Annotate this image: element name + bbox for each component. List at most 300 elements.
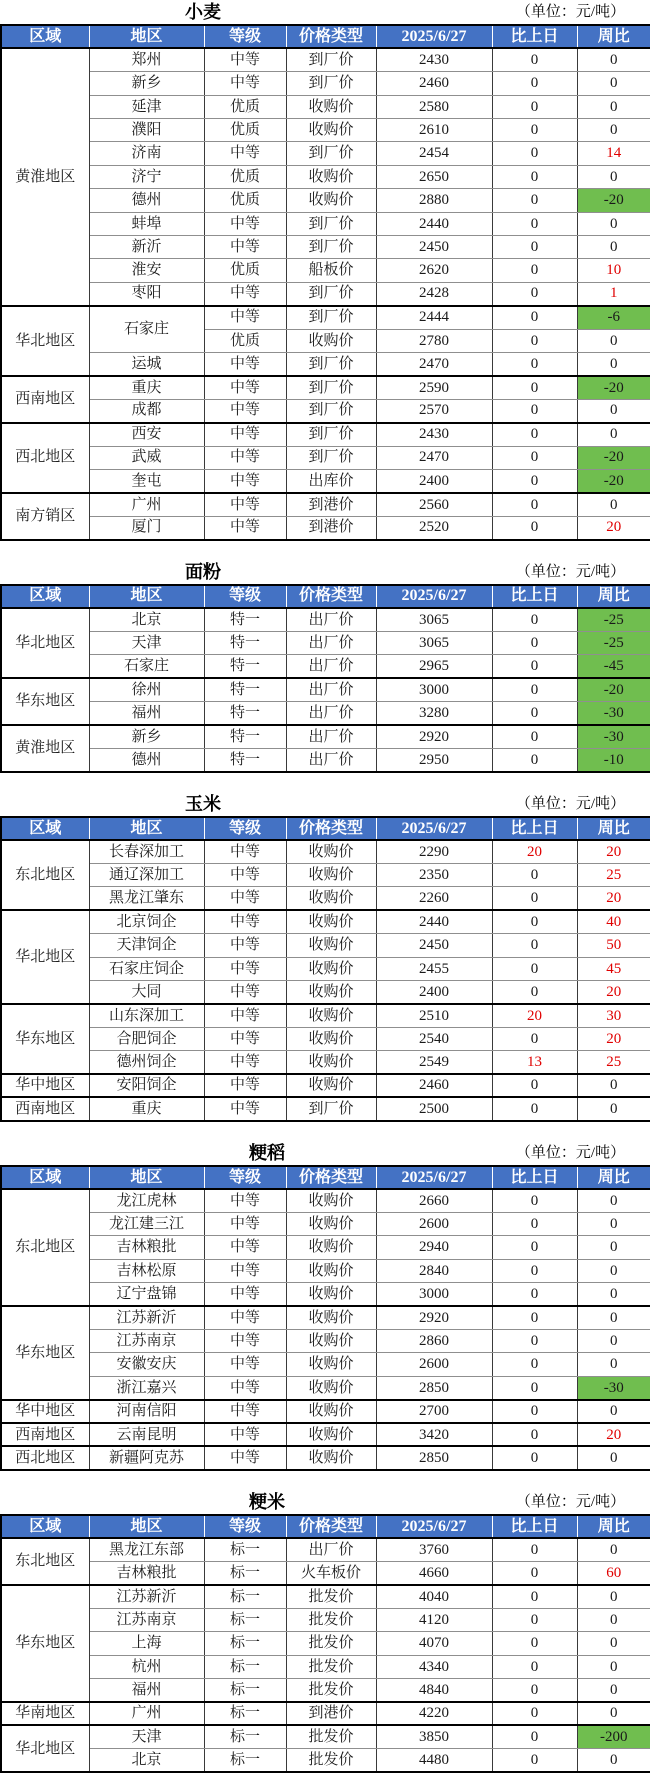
grade-cell: 中等 bbox=[204, 934, 286, 957]
table-row bbox=[1, 1283, 650, 1306]
area-cell: 江苏新沂 bbox=[89, 1306, 204, 1329]
price-cell: 2610 bbox=[376, 119, 492, 142]
price-cell: 2965 bbox=[376, 655, 492, 678]
grade-cell: 标一 bbox=[204, 1655, 286, 1678]
week-change-cell: -20 bbox=[577, 446, 650, 469]
day-change-cell: 0 bbox=[492, 1423, 577, 1446]
area-cell: 大同 bbox=[89, 980, 204, 1003]
grade-cell: 中等 bbox=[204, 1027, 286, 1050]
region-cell: 华北地区 bbox=[1, 910, 89, 1004]
table-row bbox=[1, 95, 650, 118]
day-change-cell: 0 bbox=[492, 1306, 577, 1329]
price-type-cell: 到厂价 bbox=[286, 48, 376, 71]
table-row bbox=[1, 282, 650, 305]
col-header-grade: 等级 bbox=[204, 1515, 286, 1538]
week-change-cell: 20 bbox=[577, 1423, 650, 1446]
table-row bbox=[1, 1236, 650, 1259]
area-cell: 杭州 bbox=[89, 1655, 204, 1678]
price-cell: 2580 bbox=[376, 95, 492, 118]
week-change-cell: -10 bbox=[577, 748, 650, 771]
col-header-grade: 等级 bbox=[204, 817, 286, 840]
grade-cell: 特一 bbox=[204, 702, 286, 725]
week-change-cell: -25 bbox=[577, 608, 650, 631]
day-change-cell: 0 bbox=[492, 725, 577, 748]
day-change-cell: 13 bbox=[492, 1051, 577, 1074]
col-header-day-change: 比上日 bbox=[492, 1166, 577, 1189]
grade-cell: 特一 bbox=[204, 678, 286, 701]
price-cell: 2460 bbox=[376, 1074, 492, 1097]
table-row bbox=[1, 1376, 650, 1399]
price-cell: 2540 bbox=[376, 1027, 492, 1050]
week-change-cell: 0 bbox=[577, 1585, 650, 1608]
price-type-cell: 出厂价 bbox=[286, 608, 376, 631]
grade-cell: 中等 bbox=[204, 864, 286, 887]
price-type-cell: 收购价 bbox=[286, 1189, 376, 1212]
table-row bbox=[1, 748, 650, 771]
grade-cell: 中等 bbox=[204, 1097, 286, 1120]
grade-cell: 特一 bbox=[204, 608, 286, 631]
grade-cell: 标一 bbox=[204, 1608, 286, 1631]
day-change-cell: 0 bbox=[492, 423, 577, 446]
grade-cell: 中等 bbox=[204, 142, 286, 165]
col-header-grade: 等级 bbox=[204, 25, 286, 48]
table-row bbox=[1, 306, 650, 329]
price-cell: 2920 bbox=[376, 725, 492, 748]
area-cell: 西安 bbox=[89, 423, 204, 446]
week-change-cell: 45 bbox=[577, 957, 650, 980]
price-cell: 2840 bbox=[376, 1259, 492, 1282]
day-change-cell: 0 bbox=[492, 1538, 577, 1561]
week-change-cell: 30 bbox=[577, 1004, 650, 1027]
day-change-cell: 0 bbox=[492, 1236, 577, 1259]
price-type-cell: 批发价 bbox=[286, 1585, 376, 1608]
price-type-cell: 收购价 bbox=[286, 1306, 376, 1329]
table-row bbox=[1, 72, 650, 95]
grade-cell: 中等 bbox=[204, 957, 286, 980]
price-cell: 2590 bbox=[376, 376, 492, 399]
day-change-cell: 0 bbox=[492, 702, 577, 725]
price-type-cell: 收购价 bbox=[286, 980, 376, 1003]
day-change-cell: 0 bbox=[492, 1074, 577, 1097]
area-cell: 重庆 bbox=[89, 1097, 204, 1120]
day-change-cell: 0 bbox=[492, 980, 577, 1003]
table-row bbox=[1, 980, 650, 1003]
region-cell: 西南地区 bbox=[1, 1423, 89, 1446]
day-change-cell: 0 bbox=[492, 119, 577, 142]
grade-cell: 优质 bbox=[204, 95, 286, 118]
table-row bbox=[1, 1027, 650, 1050]
week-change-cell: 0 bbox=[577, 212, 650, 235]
region-cell: 华南地区 bbox=[1, 1702, 89, 1725]
price-type-cell: 收购价 bbox=[286, 864, 376, 887]
price-cell: 2400 bbox=[376, 980, 492, 1003]
region-cell: 西南地区 bbox=[1, 1097, 89, 1120]
col-header-area: 地区 bbox=[89, 1515, 204, 1538]
week-change-cell: 0 bbox=[577, 1446, 650, 1469]
week-change-cell: 0 bbox=[577, 1283, 650, 1306]
price-cell: 4220 bbox=[376, 1702, 492, 1725]
week-change-cell: 0 bbox=[577, 48, 650, 71]
day-change-cell: 0 bbox=[492, 748, 577, 771]
week-change-cell: 20 bbox=[577, 516, 650, 539]
grade-cell: 中等 bbox=[204, 910, 286, 933]
week-change-cell: 50 bbox=[577, 934, 650, 957]
table-row bbox=[1, 910, 650, 933]
week-change-cell: 20 bbox=[577, 887, 650, 910]
day-change-cell: 0 bbox=[492, 399, 577, 422]
grade-cell: 中等 bbox=[204, 446, 286, 469]
day-change-cell: 0 bbox=[492, 1330, 577, 1353]
price-cell: 2650 bbox=[376, 165, 492, 188]
day-change-cell: 0 bbox=[492, 1608, 577, 1631]
section-title-row bbox=[0, 1141, 650, 1165]
price-cell: 2600 bbox=[376, 1213, 492, 1236]
table-row bbox=[1, 1585, 650, 1608]
week-change-cell: -200 bbox=[577, 1725, 650, 1748]
region-cell: 华东地区 bbox=[1, 678, 89, 725]
week-change-cell: -6 bbox=[577, 306, 650, 329]
week-change-cell: -45 bbox=[577, 655, 650, 678]
grade-cell: 中等 bbox=[204, 1376, 286, 1399]
price-table bbox=[0, 1514, 650, 1773]
header-row bbox=[1, 817, 650, 840]
table-row bbox=[1, 1632, 650, 1655]
price-type-cell: 收购价 bbox=[286, 1236, 376, 1259]
area-cell: 北京饲企 bbox=[89, 910, 204, 933]
table-row bbox=[1, 1097, 650, 1120]
grade-cell: 中等 bbox=[204, 1236, 286, 1259]
area-cell: 蚌埠 bbox=[89, 212, 204, 235]
price-cell: 4480 bbox=[376, 1749, 492, 1772]
day-change-cell: 0 bbox=[492, 1749, 577, 1772]
grade-cell: 优质 bbox=[204, 329, 286, 352]
area-cell: 云南昆明 bbox=[89, 1423, 204, 1446]
price-cell: 2430 bbox=[376, 48, 492, 71]
col-header-area: 地区 bbox=[89, 25, 204, 48]
grade-cell: 中等 bbox=[204, 980, 286, 1003]
region-cell: 东北地区 bbox=[1, 1189, 89, 1306]
week-change-cell: 0 bbox=[577, 236, 650, 259]
area-cell: 辽宁盘锦 bbox=[89, 1283, 204, 1306]
day-change-cell: 0 bbox=[492, 446, 577, 469]
area-cell: 广州 bbox=[89, 1702, 204, 1725]
price-cell: 2940 bbox=[376, 1236, 492, 1259]
area-cell: 运城 bbox=[89, 352, 204, 375]
week-change-cell: 0 bbox=[577, 1608, 650, 1631]
price-type-cell: 出厂价 bbox=[286, 631, 376, 654]
week-change-cell: -20 bbox=[577, 678, 650, 701]
area-cell: 吉林松原 bbox=[89, 1259, 204, 1282]
day-change-cell: 0 bbox=[492, 236, 577, 259]
table-row bbox=[1, 887, 650, 910]
grade-cell: 中等 bbox=[204, 282, 286, 305]
price-cell: 3065 bbox=[376, 608, 492, 631]
unit-label: （单位：元/吨） bbox=[515, 4, 626, 20]
week-change-cell: 0 bbox=[577, 72, 650, 95]
table-header bbox=[1, 817, 650, 840]
price-cell: 2950 bbox=[376, 748, 492, 771]
day-change-cell: 0 bbox=[492, 259, 577, 282]
price-type-cell: 到厂价 bbox=[286, 1097, 376, 1120]
day-change-cell: 0 bbox=[492, 1400, 577, 1423]
price-cell: 2440 bbox=[376, 910, 492, 933]
day-change-cell: 0 bbox=[492, 864, 577, 887]
day-change-cell: 0 bbox=[492, 1027, 577, 1050]
table-row bbox=[1, 1400, 650, 1423]
price-type-cell: 到港价 bbox=[286, 493, 376, 516]
price-cell: 2850 bbox=[376, 1446, 492, 1469]
day-change-cell: 0 bbox=[492, 631, 577, 654]
price-type-cell: 出厂价 bbox=[286, 748, 376, 771]
week-change-cell: 1 bbox=[577, 282, 650, 305]
week-change-cell: 10 bbox=[577, 259, 650, 282]
area-cell: 吉林粮批 bbox=[89, 1236, 204, 1259]
table-row bbox=[1, 493, 650, 516]
price-type-cell: 收购价 bbox=[286, 1213, 376, 1236]
grade-cell: 特一 bbox=[204, 748, 286, 771]
table-row bbox=[1, 212, 650, 235]
week-change-cell: 14 bbox=[577, 142, 650, 165]
price-cell: 4340 bbox=[376, 1655, 492, 1678]
grade-cell: 中等 bbox=[204, 840, 286, 863]
col-header-price-type: 价格类型 bbox=[286, 817, 376, 840]
price-cell: 4120 bbox=[376, 1608, 492, 1631]
area-cell: 福州 bbox=[89, 702, 204, 725]
area-cell: 安阳饲企 bbox=[89, 1074, 204, 1097]
area-cell: 浙江嘉兴 bbox=[89, 1376, 204, 1399]
region-cell: 华北地区 bbox=[1, 1725, 89, 1772]
price-cell: 2290 bbox=[376, 840, 492, 863]
area-cell: 新乡 bbox=[89, 72, 204, 95]
grade-cell: 中等 bbox=[204, 1353, 286, 1376]
price-type-cell: 到厂价 bbox=[286, 236, 376, 259]
price-type-cell: 到厂价 bbox=[286, 306, 376, 329]
table-body bbox=[1, 48, 650, 539]
day-change-cell: 0 bbox=[492, 1632, 577, 1655]
price-type-cell: 收购价 bbox=[286, 95, 376, 118]
week-change-cell: 0 bbox=[577, 399, 650, 422]
table-row bbox=[1, 1259, 650, 1282]
region-cell: 华中地区 bbox=[1, 1400, 89, 1423]
grade-cell: 中等 bbox=[204, 352, 286, 375]
day-change-cell: 0 bbox=[492, 910, 577, 933]
area-cell: 厦门 bbox=[89, 516, 204, 539]
table-row bbox=[1, 725, 650, 748]
col-header-day-change: 比上日 bbox=[492, 25, 577, 48]
price-type-cell: 出厂价 bbox=[286, 655, 376, 678]
col-header-price-type: 价格类型 bbox=[286, 1166, 376, 1189]
day-change-cell: 0 bbox=[492, 376, 577, 399]
price-type-cell: 到厂价 bbox=[286, 399, 376, 422]
col-header-grade: 等级 bbox=[204, 1166, 286, 1189]
header-row bbox=[1, 25, 650, 48]
col-header-day-change: 比上日 bbox=[492, 817, 577, 840]
table-body bbox=[1, 840, 650, 1121]
table-row bbox=[1, 352, 650, 375]
col-header-price-type: 价格类型 bbox=[286, 585, 376, 608]
area-cell: 新疆阿克苏 bbox=[89, 1446, 204, 1469]
area-cell: 山东深加工 bbox=[89, 1004, 204, 1027]
price-type-cell: 收购价 bbox=[286, 1330, 376, 1353]
unit-label: （单位：元/吨） bbox=[515, 563, 626, 580]
area-cell: 黑龙江东部 bbox=[89, 1538, 204, 1561]
day-change-cell: 0 bbox=[492, 1446, 577, 1469]
area-cell: 龙江建三江 bbox=[89, 1213, 204, 1236]
table-row bbox=[1, 655, 650, 678]
section-title-row bbox=[0, 0, 650, 24]
area-cell: 龙江虎林 bbox=[89, 1189, 204, 1212]
region-cell: 华东地区 bbox=[1, 1585, 89, 1702]
week-change-cell: 0 bbox=[577, 1702, 650, 1725]
area-cell: 新沂 bbox=[89, 236, 204, 259]
price-cell: 2520 bbox=[376, 516, 492, 539]
price-cell: 2400 bbox=[376, 469, 492, 492]
col-header-region: 区域 bbox=[1, 25, 89, 48]
price-type-cell: 到厂价 bbox=[286, 423, 376, 446]
day-change-cell: 0 bbox=[492, 1213, 577, 1236]
grade-cell: 中等 bbox=[204, 1283, 286, 1306]
area-cell: 黑龙江肇东 bbox=[89, 887, 204, 910]
grade-cell: 中等 bbox=[204, 1259, 286, 1282]
grade-cell: 标一 bbox=[204, 1725, 286, 1748]
area-cell: 郑州 bbox=[89, 48, 204, 71]
price-type-cell: 收购价 bbox=[286, 165, 376, 188]
table-row bbox=[1, 142, 650, 165]
table-row bbox=[1, 1725, 650, 1748]
area-cell: 济宁 bbox=[89, 165, 204, 188]
day-change-cell: 0 bbox=[492, 282, 577, 305]
table-row bbox=[1, 1330, 650, 1353]
price-cell: 2560 bbox=[376, 493, 492, 516]
price-type-cell: 到港价 bbox=[286, 1702, 376, 1725]
week-change-cell: 0 bbox=[577, 423, 650, 446]
table-row bbox=[1, 1004, 650, 1027]
col-header-day-change: 比上日 bbox=[492, 1515, 577, 1538]
area-cell: 天津饲企 bbox=[89, 934, 204, 957]
day-change-cell: 0 bbox=[492, 95, 577, 118]
price-type-cell: 批发价 bbox=[286, 1608, 376, 1631]
price-type-cell: 收购价 bbox=[286, 329, 376, 352]
day-change-cell: 0 bbox=[492, 887, 577, 910]
week-change-cell: 0 bbox=[577, 1400, 650, 1423]
table-body bbox=[1, 1189, 650, 1470]
price-type-cell: 到港价 bbox=[286, 516, 376, 539]
grade-cell: 中等 bbox=[204, 72, 286, 95]
price-type-cell: 出厂价 bbox=[286, 725, 376, 748]
day-change-cell: 0 bbox=[492, 352, 577, 375]
grade-cell: 标一 bbox=[204, 1702, 286, 1725]
day-change-cell: 0 bbox=[492, 1679, 577, 1702]
day-change-cell: 0 bbox=[492, 329, 577, 352]
day-change-cell: 0 bbox=[492, 469, 577, 492]
grade-cell: 标一 bbox=[204, 1749, 286, 1772]
day-change-cell: 0 bbox=[492, 165, 577, 188]
week-change-cell: 0 bbox=[577, 165, 650, 188]
area-cell: 安徽安庆 bbox=[89, 1353, 204, 1376]
day-change-cell: 0 bbox=[492, 1655, 577, 1678]
price-cell: 3280 bbox=[376, 702, 492, 725]
price-type-cell: 收购价 bbox=[286, 1259, 376, 1282]
price-type-cell: 到厂价 bbox=[286, 282, 376, 305]
table-row bbox=[1, 236, 650, 259]
price-cell: 3000 bbox=[376, 1283, 492, 1306]
col-header-date: 2025/6/27 bbox=[376, 817, 492, 840]
price-cell: 2920 bbox=[376, 1306, 492, 1329]
day-change-cell: 0 bbox=[492, 1283, 577, 1306]
day-change-cell: 20 bbox=[492, 1004, 577, 1027]
table-row bbox=[1, 678, 650, 701]
region-cell: 黄淮地区 bbox=[1, 48, 89, 305]
grade-cell: 中等 bbox=[204, 1446, 286, 1469]
week-change-cell: 0 bbox=[577, 1655, 650, 1678]
table-row bbox=[1, 702, 650, 725]
grade-cell: 特一 bbox=[204, 725, 286, 748]
region-cell: 南方销区 bbox=[1, 493, 89, 540]
table-row bbox=[1, 1306, 650, 1329]
price-type-cell: 收购价 bbox=[286, 1027, 376, 1050]
area-cell: 奎屯 bbox=[89, 469, 204, 492]
price-cell: 2600 bbox=[376, 1353, 492, 1376]
price-type-cell: 到厂价 bbox=[286, 142, 376, 165]
price-type-cell: 收购价 bbox=[286, 934, 376, 957]
day-change-cell: 0 bbox=[492, 934, 577, 957]
area-cell: 德州 bbox=[89, 189, 204, 212]
grade-cell: 中等 bbox=[204, 516, 286, 539]
price-cell: 4070 bbox=[376, 1632, 492, 1655]
commodity-section bbox=[0, 1141, 650, 1471]
week-change-cell: 0 bbox=[577, 119, 650, 142]
col-header-date: 2025/6/27 bbox=[376, 585, 492, 608]
price-cell: 3760 bbox=[376, 1538, 492, 1561]
table-row bbox=[1, 1702, 650, 1725]
grade-cell: 优质 bbox=[204, 165, 286, 188]
day-change-cell: 0 bbox=[492, 212, 577, 235]
grade-cell: 中等 bbox=[204, 887, 286, 910]
grade-cell: 标一 bbox=[204, 1562, 286, 1585]
unit-label: （单位：元/吨） bbox=[515, 795, 626, 812]
area-cell: 成都 bbox=[89, 399, 204, 422]
price-type-cell: 收购价 bbox=[286, 887, 376, 910]
week-change-cell: 20 bbox=[577, 840, 650, 863]
col-header-price-type: 价格类型 bbox=[286, 1515, 376, 1538]
section-title-row bbox=[0, 560, 650, 584]
region-cell: 黄淮地区 bbox=[1, 725, 89, 772]
price-type-cell: 出厂价 bbox=[286, 678, 376, 701]
price-type-cell: 出库价 bbox=[286, 469, 376, 492]
table-row bbox=[1, 934, 650, 957]
price-cell: 2428 bbox=[376, 282, 492, 305]
table-header bbox=[1, 25, 650, 48]
price-type-cell: 收购价 bbox=[286, 119, 376, 142]
week-change-cell: -30 bbox=[577, 702, 650, 725]
week-change-cell: 20 bbox=[577, 1027, 650, 1050]
price-type-cell: 火车板价 bbox=[286, 1562, 376, 1585]
col-header-price-type: 价格类型 bbox=[286, 25, 376, 48]
price-table bbox=[0, 584, 650, 773]
col-header-region: 区域 bbox=[1, 1515, 89, 1538]
area-cell: 北京 bbox=[89, 1749, 204, 1772]
region-cell: 华东地区 bbox=[1, 1306, 89, 1400]
col-header-week-change: 周比 bbox=[577, 1166, 650, 1189]
week-change-cell: 0 bbox=[577, 95, 650, 118]
price-type-cell: 批发价 bbox=[286, 1725, 376, 1748]
table-row bbox=[1, 1538, 650, 1561]
day-change-cell: 0 bbox=[492, 1562, 577, 1585]
header-row bbox=[1, 1166, 650, 1189]
area-cell: 长春深加工 bbox=[89, 840, 204, 863]
grade-cell: 中等 bbox=[204, 1213, 286, 1236]
week-change-cell: 0 bbox=[577, 1538, 650, 1561]
